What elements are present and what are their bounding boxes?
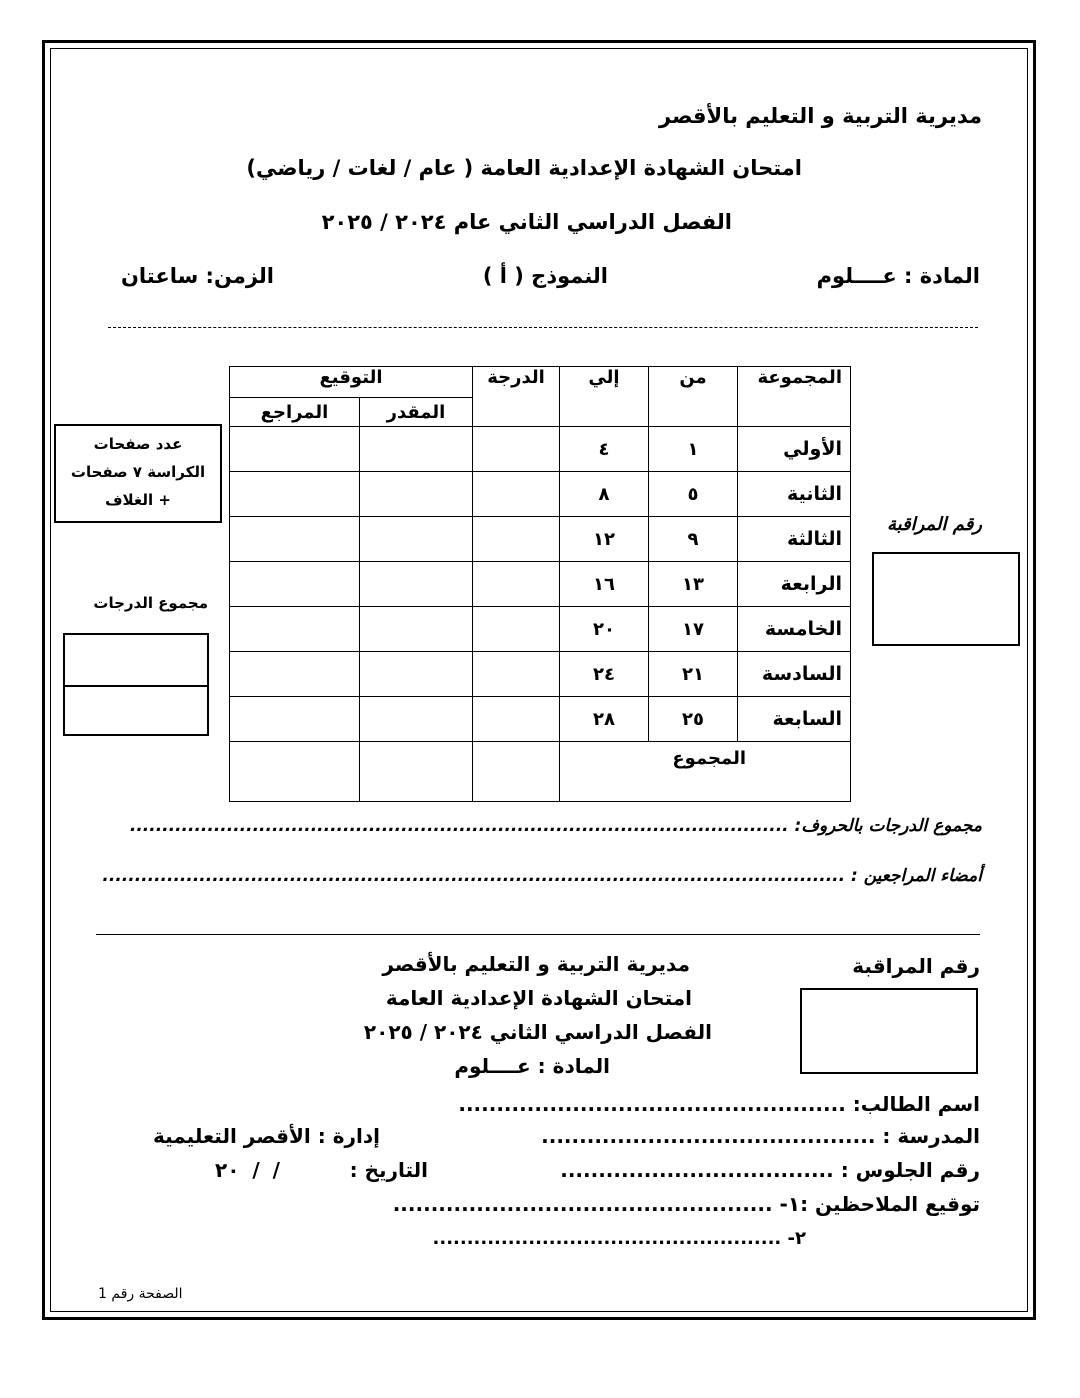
grader-cell[interactable] [360, 697, 473, 742]
total-reviewer-cell[interactable] [230, 742, 360, 802]
stub-directorate: مديرية التربية و التعليم بالأقصر [382, 952, 690, 976]
grades-table [229, 366, 851, 802]
table-row [230, 652, 851, 697]
table-row [230, 697, 851, 742]
to-cell: ٤ [560, 427, 649, 472]
directorate-title: مديرية التربية و التعليم بالأقصر [659, 104, 982, 128]
page-number-footer [98, 1286, 183, 1302]
table-row [230, 607, 851, 652]
total-label: المجموع [560, 742, 851, 802]
reviewer-cell[interactable] [230, 427, 360, 472]
grade-cell[interactable] [473, 517, 560, 562]
reviewer-cell[interactable] [230, 697, 360, 742]
from-cell: ٢١ [649, 652, 738, 697]
total-grades-label: مجموع الدرجات [93, 594, 208, 612]
dashed-separator [108, 327, 978, 328]
col-grader-header: المقدر [360, 398, 473, 427]
group-cell: الثالثة [738, 517, 851, 562]
table-row [230, 562, 851, 607]
exam-title: امتحان الشهادة الإعدادية العامة ( عام / لغات / رياضي) [246, 156, 802, 180]
group-cell: السابعة [738, 697, 851, 742]
total-grade-cell[interactable] [473, 742, 560, 802]
total-grades-box[interactable] [63, 633, 209, 736]
from-cell: ١٧ [649, 607, 738, 652]
col-grade-header: الدرجة [473, 367, 560, 427]
date-blanks[interactable]: / / ٢٠ [215, 1158, 280, 1182]
group-cell: الخامسة [738, 607, 851, 652]
page-count-box [54, 424, 222, 523]
page-count-line-2: الكراسة ٧ صفحات [70, 463, 206, 481]
from-cell: ١٣ [649, 562, 738, 607]
reviewer-cell[interactable] [230, 472, 360, 517]
col-group-header: المجموعة [738, 367, 851, 427]
grade-cell[interactable] [473, 562, 560, 607]
administration-label: إدارة : الأقصر التعليمية [152, 1124, 380, 1148]
reviewers-signatures-line: أمضاء المراجعين : ................................................................................................................... [102, 866, 982, 886]
col-to-header: إلي [560, 367, 649, 427]
from-cell: ١ [649, 427, 738, 472]
grader-cell[interactable] [360, 562, 473, 607]
stub-exam-title: امتحان الشهادة الإعدادية العامة [385, 986, 692, 1010]
col-from-header: من [649, 367, 738, 427]
to-cell: ٢٨ [560, 697, 649, 742]
observers-signature-1[interactable]: توقيع الملاحظين :١- .................................................. [392, 1192, 980, 1216]
subject-label: المادة : عــــلوم [816, 264, 980, 288]
stub-control-number-label: رقم المراقبة [852, 954, 980, 978]
stub-term: الفصل الدراسي الثاني ٢٠٢٤ / ٢٠٢٥ [363, 1020, 712, 1044]
student-name-field[interactable]: اسم الطالب: ................................................... [458, 1092, 980, 1116]
grader-cell[interactable] [360, 427, 473, 472]
page-count-line-3: + الغلاف [105, 491, 171, 509]
from-cell: ٩ [649, 517, 738, 562]
grade-cell[interactable] [473, 697, 560, 742]
to-cell: ١٢ [560, 517, 649, 562]
reviewer-cell[interactable] [230, 607, 360, 652]
reviewer-cell[interactable] [230, 652, 360, 697]
grader-cell[interactable] [360, 652, 473, 697]
total-grader-cell[interactable] [360, 742, 473, 802]
table-row [230, 427, 851, 472]
stub-control-number-box[interactable] [800, 988, 978, 1074]
page-count-line-1: عدد صفحات [93, 435, 183, 453]
to-cell: ٨ [560, 472, 649, 517]
control-number-label: رقم المراقبة [886, 514, 982, 535]
page-number: 1 [98, 1286, 107, 1302]
table-row [230, 472, 851, 517]
col-signature-header: التوقيع [230, 367, 473, 398]
observers-signature-2[interactable]: ٢- ................................................... [432, 1228, 806, 1249]
from-cell: ٥ [649, 472, 738, 517]
term-title: الفصل الدراسي الثاني عام ٢٠٢٤ / ٢٠٢٥ [321, 210, 732, 234]
grade-cell[interactable] [473, 472, 560, 517]
table-row [230, 517, 851, 562]
grade-cell[interactable] [473, 652, 560, 697]
grader-cell[interactable] [360, 472, 473, 517]
grade-cell[interactable] [473, 607, 560, 652]
to-cell: ٢٠ [560, 607, 649, 652]
to-cell: ٢٤ [560, 652, 649, 697]
stub-subject: المادة : عــــلوم [454, 1054, 610, 1078]
page-label: الصفحة رقم [111, 1286, 183, 1302]
reviewer-cell[interactable] [230, 562, 360, 607]
group-cell: الرابعة [738, 562, 851, 607]
group-cell: الثانية [738, 472, 851, 517]
model-label: النموذج ( أ ) [482, 264, 608, 288]
reviewer-cell[interactable] [230, 517, 360, 562]
time-label: الزمن: ساعتان [120, 264, 274, 288]
to-cell: ١٦ [560, 562, 649, 607]
grader-cell[interactable] [360, 607, 473, 652]
date-label: التاريخ : [349, 1158, 428, 1182]
total-row [230, 742, 851, 802]
school-field[interactable]: المدرسة : ............................................ [541, 1124, 980, 1148]
grade-cell[interactable] [473, 427, 560, 472]
section-separator [96, 934, 980, 935]
group-cell: الأولي [738, 427, 851, 472]
group-cell: السادسة [738, 652, 851, 697]
grades-in-words-line: مجموع الدرجات بالحروف: ...................................................................................................... [129, 816, 982, 836]
grader-cell[interactable] [360, 517, 473, 562]
seat-number-field[interactable]: رقم الجلوس : .................................... [560, 1158, 980, 1182]
col-reviewer-header: المراجع [230, 398, 360, 427]
from-cell: ٢٥ [649, 697, 738, 742]
control-number-box[interactable] [872, 552, 1020, 646]
